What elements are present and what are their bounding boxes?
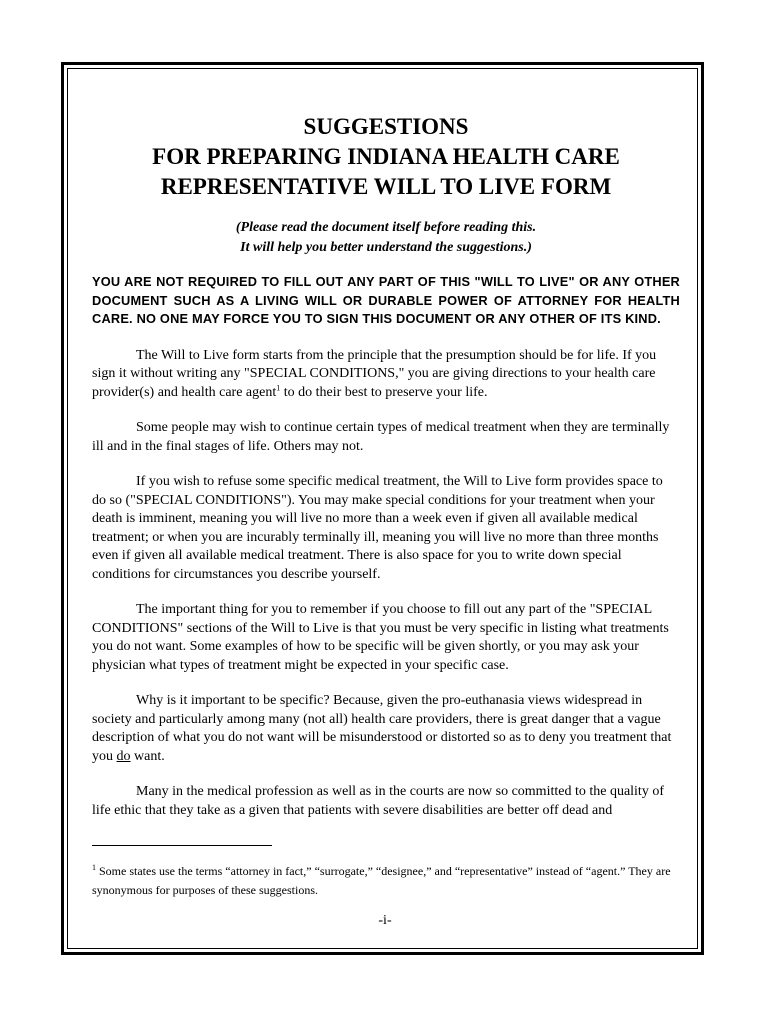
- footnote-text: Some states use the terms “attorney in fact,” “surrogate,” “designee,” and “representative” instead of “agent.” They are synonymous for purposes of these suggestions.: [92, 864, 671, 897]
- document-subtitle: [92, 218, 680, 258]
- paragraph-6: Many in the medical profession as well as in the courts are now so committed to the quality of life ethic that they take as a given that patients with severe disabilities are better off dead and: [92, 784, 664, 818]
- page-number: -i-: [378, 913, 392, 928]
- paragraph-1-text-b: to do their best to preserve your life.: [280, 384, 488, 400]
- subtitle-line-1: (Please read the document itself before reading this.: [235, 220, 537, 235]
- title-line-2: FOR PREPARING INDIANA HEALTH CARE: [152, 144, 620, 169]
- paragraph-5: [92, 692, 680, 766]
- footnote-divider: [92, 845, 272, 846]
- paragraph-5-text-a: Why is it important to be specific? Because, given the pro-euthanasia views widespread in society and particularly among many (not all) health care providers, there is great danger that a vague description of what you do not want will be misunderstood or distorted so as to deny you treatment that you: [92, 693, 672, 764]
- footnote: [92, 862, 680, 900]
- paragraph-5-text-b: want.: [130, 748, 165, 764]
- paragraph-5-underlined-word: do: [116, 748, 131, 764]
- footnote-marker: 1: [92, 863, 96, 872]
- document-body: [92, 112, 680, 834]
- title-line-1: SUGGESTIONS: [303, 114, 469, 139]
- paragraph-2: Some people may wish to continue certain types of medical treatment when they are terminally ill and in the final stages of life. Others may not.: [92, 420, 670, 454]
- document-title: [92, 112, 680, 202]
- title-line-3: REPRESENTATIVE WILL TO LIVE FORM: [160, 174, 612, 199]
- paragraph-1: [92, 347, 680, 403]
- paragraph-3: If you wish to refuse some specific medical treatment, the Will to Live form provides space to do so ("SPECIAL CONDITIONS"). You may make special conditions for your treatment when your death is imminent, meaning you will live no more than a week even if given all available medical treatment; or when you are incurably terminally ill, meaning you will live no more than three months even if given all available medical treatment. There is also space for you to write down special conditions for circumstances you describe yourself.: [92, 474, 663, 582]
- paragraph-4: The important thing for you to remember if you choose to fill out any part of the "SPECIAL CONDITIONS" sections of the Will to Live is that you must be very specific in listing what treatments you do not want. Some examples of how to be specific will be given shortly, or you may ask your physician what types of treatment might be expected in your specific case.: [92, 602, 669, 673]
- paragraph-1-text-a: The Will to Live form starts from the principle that the presumption should be for life. If you sign it without writing any "SPECIAL CONDITIONS," you are giving directions to your health care provider(s) and health care agent: [92, 347, 657, 400]
- footnote-reference: 1: [276, 382, 281, 392]
- legal-notice: YOU ARE NOT REQUIRED TO FILL OUT ANY PART OF THIS "WILL TO LIVE" OR ANY OTHER DOCUMENT SUCH AS A LIVING WILL OR DURABLE POWER OF ATTORNEY FOR HEALTH CARE. NO ONE MAY FORCE YOU TO SIGN THIS DOCUMENT OR ANY OTHER OF ITS KIND.: [92, 274, 680, 326]
- subtitle-line-2: It will help you better understand the suggestions.): [240, 240, 532, 255]
